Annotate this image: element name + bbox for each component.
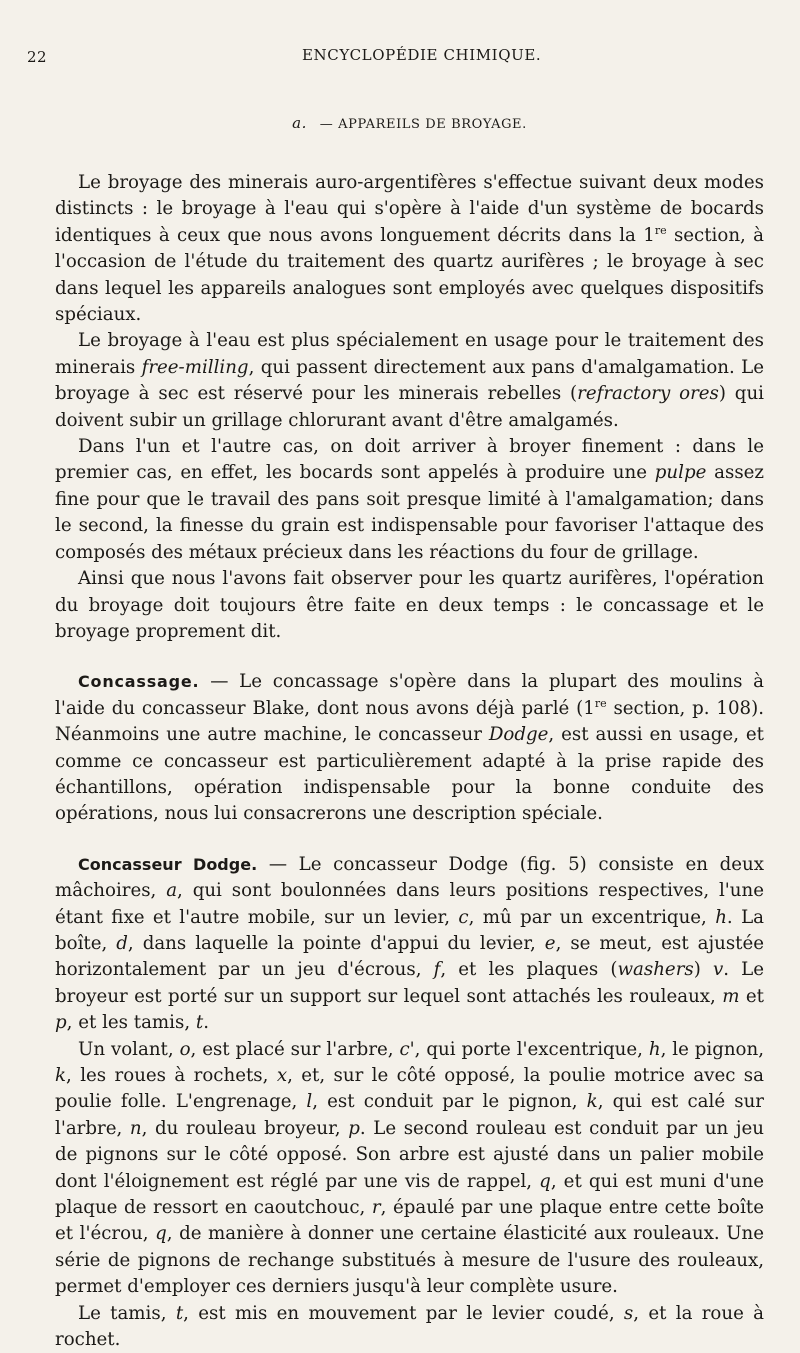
text-run: , se meut, est ajustée horizontalement par un jeu d'écrous, (55, 932, 765, 981)
paragraph-broyer-finement (55, 434, 764, 566)
italic-term: f (433, 959, 441, 981)
italic-term: h (715, 906, 727, 928)
italic-term: washers (617, 959, 694, 981)
italic-term: q (155, 1223, 167, 1245)
italic-term: a (166, 880, 178, 902)
italic-term: p (55, 1012, 67, 1034)
paragraph-broyage-modes (55, 170, 764, 328)
italic-term: n (129, 1117, 142, 1139)
text-run: section, à l'occasion de l'étude du traitement des quartz aurifères ; le broyage à sec dans lequel les appareils analogues sont employés avec quelques dispositifs spéciaux. (55, 224, 764, 326)
section-title: APPAREILS DE BROYAGE. (338, 117, 527, 132)
text-run: , le pignon, (660, 1038, 765, 1060)
italic-term: l (306, 1091, 313, 1113)
paragraph-broyage-eau (55, 328, 764, 434)
text-run: , et, sur le côté opposé, la poulie motrice avec sa poulie folle. L'engrenage, (55, 1065, 764, 1113)
paragraph-concasseur-dodge (55, 852, 764, 1037)
text-run: , est conduit par le pignon, (312, 1091, 587, 1113)
text-run: , les roues à rochets, (66, 1065, 277, 1086)
italic-term: t (175, 1302, 184, 1324)
page-header (27, 36, 764, 66)
italic-term: k (586, 1091, 598, 1113)
italic-term: v (712, 959, 724, 981)
italic-term: refractory ores (577, 383, 719, 405)
text-run: , de manière à donner une certaine élasticité aux rouleaux. Une série de pignons de rechange substitués à mesure de l'usure des rouleaux, permet d'employer ces derniers jusqu'à leur complète usure. (55, 1223, 764, 1298)
text-run: , dans laquelle la pointe d'appui du levier, (127, 932, 545, 954)
italic-term: s (623, 1302, 634, 1324)
italic-term: t (195, 1012, 204, 1034)
text-run: , mû par un excentrique, (468, 906, 716, 928)
text-run: ) (693, 959, 713, 981)
paragraph-volant (55, 1037, 764, 1301)
section-letter: a. (292, 114, 308, 132)
running-title: ENCYCLOPÉDIE CHIMIQUE. (302, 46, 542, 64)
text-run: Dans l'un et l'autre cas, on doit arriver à broyer finement : dans le premier cas, en effet, les bocards sont appelés à produire une (55, 436, 764, 484)
italic-term: e (544, 932, 556, 954)
text-run: — Le concassage s'opère dans la plupart des moulins à l'aide du concasseur Blake, dont nous avons déjà parlé (1 (55, 671, 764, 719)
text-run: Un volant, (78, 1038, 180, 1060)
text-run: . (203, 1012, 209, 1034)
text-run: , épaulé par une plaque entre cette boîte et l'écrou, (55, 1197, 764, 1245)
italic-term: q (539, 1170, 551, 1192)
text-run: , et les plaques ( (440, 959, 618, 981)
text-run: . La boîte, (55, 906, 764, 954)
text-run: Le broyage à l'eau est plus spécialement en usage pour le traitement des minerais (55, 330, 764, 378)
text-run: , qui passent directement aux pans d'amalgamation. Le broyage à sec est réservé pour les minerais rebelles ( (55, 356, 764, 405)
italic-term: c' (399, 1038, 415, 1060)
text-run: assez fine pour que le travail des pans soit presque limité à l'amalgamation; dans le second, la finesse du grain est indispensable pour favoriser l'attaque des composés des métaux précieux dans les réactions du four de grillage. (55, 462, 765, 563)
run-in-heading: Concassage. (78, 672, 200, 692)
paragraph-tamis (55, 1301, 764, 1353)
italic-term: h (648, 1038, 661, 1060)
text-run: . Le broyeur est porté sur un support sur lequel sont attachés les rouleaux, (55, 959, 764, 1007)
superscript: re (654, 223, 667, 237)
text-run: , et la roue à rochet. (55, 1302, 765, 1351)
italic-term: o (179, 1038, 191, 1060)
text-run: Le tamis, (78, 1302, 176, 1324)
text-run: , qui sont boulonnées dans leurs positions respectives, l'une étant fixe et l'autre mobile, sur un levier, (55, 880, 764, 928)
italic-term: k (55, 1065, 67, 1086)
text-run: , du rouleau broyeur, (141, 1117, 349, 1139)
text-run: . Le second rouleau est conduit par un jeu de pignons sur le côté opposé. Son arbre est ajusté dans un palier mobile dont l'éloignement est réglé par une vis de rappel, (55, 1117, 764, 1192)
page-number: 22 (27, 48, 48, 66)
italic-term: r (371, 1197, 381, 1219)
text-run: , qui est calé sur l'arbre, (55, 1091, 764, 1139)
italic-term: d (116, 932, 128, 954)
text-run: , et les tamis, (66, 1012, 196, 1034)
text-run: , qui porte l'excentrique, (414, 1038, 649, 1060)
italic-term: free-milling (141, 356, 249, 378)
text-run: , est mis en mouvement par le levier coudé, (183, 1302, 624, 1324)
text-run: section, p. 108). Néanmoins une autre machine, le concasseur (55, 697, 764, 746)
paragraph-deux-temps: Ainsi que nous l'avons fait observer pour les quartz aurifères, l'opération du broyage doit toujours être faite en deux temps : le concassage et le broyage proprement dit. (55, 568, 764, 642)
text-run: , et qui est muni d'une plaque de ressort en caoutchouc, (55, 1170, 764, 1219)
text-run: , est placé sur l'arbre, (190, 1038, 400, 1060)
text-run: , est aussi en usage, et comme ce concasseur est particulièrement adapté à la prise rapide des échantillons, opération indispensable pour la bonne conduite des opérations, nous lui consacrerons une description spéciale. (55, 724, 764, 825)
run-in-heading: Concasseur Dodge. (78, 854, 258, 874)
superscript: re (594, 696, 607, 710)
italic-term: Dodge (488, 724, 549, 746)
italic-term: pulpe (654, 462, 707, 484)
section-dash: — (319, 117, 334, 132)
section-heading (55, 114, 764, 132)
text-run: ) qui doivent subir un grillage chlorurant avant d'être amalgamés. (55, 383, 764, 431)
italic-term: c (458, 906, 469, 928)
italic-term: p (348, 1117, 360, 1139)
body-text (55, 170, 764, 1353)
italic-term: m (722, 985, 740, 1007)
text-run: — Le concasseur Dodge (fig. 5) consiste en deux mâchoires, (55, 853, 765, 902)
text-run: Le broyage des minerais auro-argentifères s'effectue suivant deux modes distincts : le broyage à l'eau qui s'opère à l'aide d'un système de bocards identiques à ceux que nous avons longuement décrits dans la 1 (55, 172, 764, 246)
paragraph-concassage (55, 669, 764, 827)
text-run: et (739, 985, 764, 1007)
italic-term: x (276, 1065, 288, 1086)
